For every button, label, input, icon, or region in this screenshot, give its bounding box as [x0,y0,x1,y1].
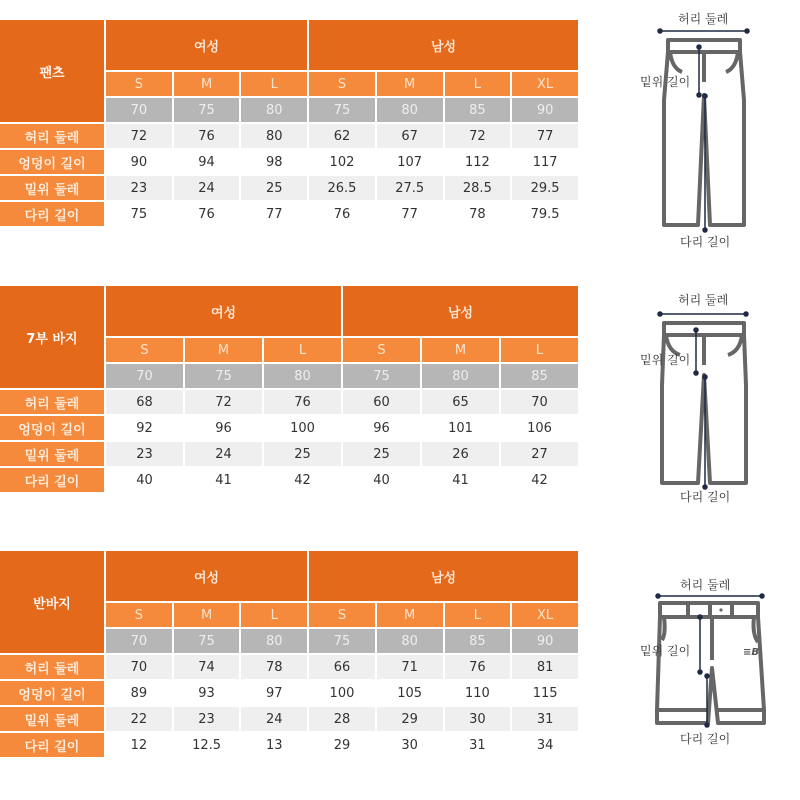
cell-value: 80 [241,124,307,148]
group-men: 남성 [309,551,578,601]
cell-value: 62 [309,124,375,148]
cell-value: 31 [512,707,578,731]
row-label: 엉덩이 길이 [0,681,104,705]
cell-value: 96 [343,416,420,440]
cell-value: 94 [174,150,240,174]
cell-value: 105 [377,681,443,705]
cell-value: 27.5 [377,176,443,200]
table-title: 7부 바지 [0,286,104,388]
size-header: L [241,603,307,627]
size-header: M [185,338,262,362]
size-header: S [309,72,375,96]
group-women: 여성 [106,551,307,601]
cell-value: 101 [422,416,499,440]
cell-value: 76 [445,655,511,679]
size-header: L [445,72,511,96]
cell-value: 100 [264,416,341,440]
cell-value: 24 [174,176,240,200]
cell-value: 25 [241,176,307,200]
waist-size: 75 [174,629,240,653]
cell-value: 23 [174,707,240,731]
size-header: L [501,338,578,362]
cell-value: 25 [343,442,420,466]
size-header: XL [512,603,578,627]
table-row [0,733,578,757]
row-label: 엉덩이 길이 [0,416,104,440]
size-header: L [241,72,307,96]
waist-size: 75 [309,98,375,122]
cell-value: 76 [264,390,341,414]
cell-value: 27 [501,442,578,466]
waist-size: 75 [309,629,375,653]
cell-value: 30 [377,733,443,757]
cell-value: 25 [264,442,341,466]
cell-value: 70 [501,390,578,414]
size-header: XL [512,72,578,96]
cropped-pants-icon [640,285,780,515]
cell-value: 28.5 [445,176,511,200]
waist-size: 90 [512,629,578,653]
cell-value: 41 [422,468,499,492]
row-label: 다리 길이 [0,468,104,492]
cell-value: 70 [106,655,172,679]
pants-diagram [640,0,780,260]
cell-value: 115 [512,681,578,705]
cell-value: 89 [106,681,172,705]
waist-size: 80 [377,98,443,122]
table-row [0,150,578,174]
waist-size: 75 [185,364,262,388]
rise-length-label: 밑위 길이 [640,353,691,367]
cell-value: 68 [106,390,183,414]
row-label: 허리 둘레 [0,124,104,148]
size-header: S [343,338,420,362]
cell-value: 90 [106,150,172,174]
table-row [0,442,578,466]
waist-size: 80 [377,629,443,653]
cell-value: 102 [309,150,375,174]
waist-circumference-label: 허리 둘레 [680,578,731,592]
table-row [0,202,578,226]
size-header: M [174,72,240,96]
waist-size: 85 [501,364,578,388]
cell-value: 75 [106,202,172,226]
row-label: 밑위 둘레 [0,442,104,466]
cell-value: 96 [185,416,262,440]
row-label: 허리 둘레 [0,655,104,679]
cell-value: 78 [445,202,511,226]
cell-value: 42 [501,468,578,492]
cell-value: 93 [174,681,240,705]
cell-value: 12 [106,733,172,757]
row-label: 허리 둘레 [0,390,104,414]
brand-logo-icon: ≡B [743,647,760,658]
cell-value: 60 [343,390,420,414]
cell-value: 23 [106,442,183,466]
size-table [0,284,580,494]
cell-value: 23 [106,176,172,200]
waist-size: 85 [445,629,511,653]
waist-size: 70 [106,629,172,653]
rise-length-label: 밑위 길이 [640,75,691,89]
table-row [0,416,578,440]
cell-value: 29 [309,733,375,757]
cell-value: 110 [445,681,511,705]
cropped-pants-diagram [640,285,780,515]
cell-value: 29.5 [512,176,578,200]
group-women: 여성 [106,286,341,336]
cell-value: 100 [309,681,375,705]
size-table [0,549,580,759]
table-row [0,468,578,492]
long-pants-icon [640,0,780,260]
waist-circumference-label: 허리 둘레 [678,293,729,307]
group-men: 남성 [343,286,578,336]
cell-value: 77 [377,202,443,226]
size-header: M [174,603,240,627]
cell-value: 26.5 [309,176,375,200]
cell-value: 26 [422,442,499,466]
waist-size: 80 [241,629,307,653]
cell-value: 76 [174,124,240,148]
row-label: 다리 길이 [0,202,104,226]
size-header: M [422,338,499,362]
size-header: S [106,338,183,362]
cell-value: 30 [445,707,511,731]
size-chart-shorts [0,549,580,759]
waist-size: 80 [422,364,499,388]
size-chart-pants [0,18,580,228]
cell-value: 40 [106,468,183,492]
cell-value: 72 [185,390,262,414]
size-header: S [309,603,375,627]
leg-length-label: 다리 길이 [680,732,731,746]
cell-value: 41 [185,468,262,492]
cell-value: 76 [309,202,375,226]
cell-value: 74 [174,655,240,679]
table-row [0,176,578,200]
shorts-diagram [640,570,790,750]
cell-value: 81 [512,655,578,679]
row-label: 밑위 둘레 [0,176,104,200]
waist-size: 80 [241,98,307,122]
cell-value: 112 [445,150,511,174]
waist-size: 70 [106,98,172,122]
cell-value: 98 [241,150,307,174]
size-header: L [445,603,511,627]
group-women: 여성 [106,20,307,70]
cell-value: 77 [241,202,307,226]
cell-value: 97 [241,681,307,705]
size-table [0,18,580,228]
cell-value: 78 [241,655,307,679]
size-header: S [106,72,172,96]
cell-value: 79.5 [512,202,578,226]
waist-circumference-label: 허리 둘레 [678,12,729,26]
cell-value: 29 [377,707,443,731]
waist-size: 75 [174,98,240,122]
size-header: S [106,603,172,627]
size-chart-cropped-pants [0,284,580,494]
size-header: M [377,72,443,96]
cell-value: 28 [309,707,375,731]
leg-length-label: 다리 길이 [680,490,731,504]
cell-value: 76 [174,202,240,226]
waist-size: 70 [106,364,183,388]
cell-value: 24 [185,442,262,466]
table-row [0,681,578,705]
cell-value: 92 [106,416,183,440]
table-title: 팬츠 [0,20,104,122]
table-row [0,707,578,731]
cell-value: 106 [501,416,578,440]
cell-value: 24 [241,707,307,731]
cell-value: 34 [512,733,578,757]
size-header: M [377,603,443,627]
cell-value: 12.5 [174,733,240,757]
table-row [0,390,578,414]
row-label: 밑위 둘레 [0,707,104,731]
cell-value: 31 [445,733,511,757]
cell-value: 72 [445,124,511,148]
cell-value: 66 [309,655,375,679]
cell-value: 13 [241,733,307,757]
row-label: 엉덩이 길이 [0,150,104,174]
leg-length-label: 다리 길이 [680,235,731,249]
cell-value: 40 [343,468,420,492]
cell-value: 67 [377,124,443,148]
table-row [0,124,578,148]
waist-size: 85 [445,98,511,122]
table-title: 반바지 [0,551,104,653]
cell-value: 77 [512,124,578,148]
shorts-icon [640,570,790,750]
waist-size: 90 [512,98,578,122]
cell-value: 65 [422,390,499,414]
waist-size: 75 [343,364,420,388]
waist-size: 80 [264,364,341,388]
table-row [0,655,578,679]
rise-length-label: 밑위 길이 [640,644,691,658]
cell-value: 22 [106,707,172,731]
size-header: L [264,338,341,362]
cell-value: 71 [377,655,443,679]
cell-value: 117 [512,150,578,174]
cell-value: 42 [264,468,341,492]
row-label: 다리 길이 [0,733,104,757]
cell-value: 107 [377,150,443,174]
group-men: 남성 [309,20,578,70]
cell-value: 72 [106,124,172,148]
